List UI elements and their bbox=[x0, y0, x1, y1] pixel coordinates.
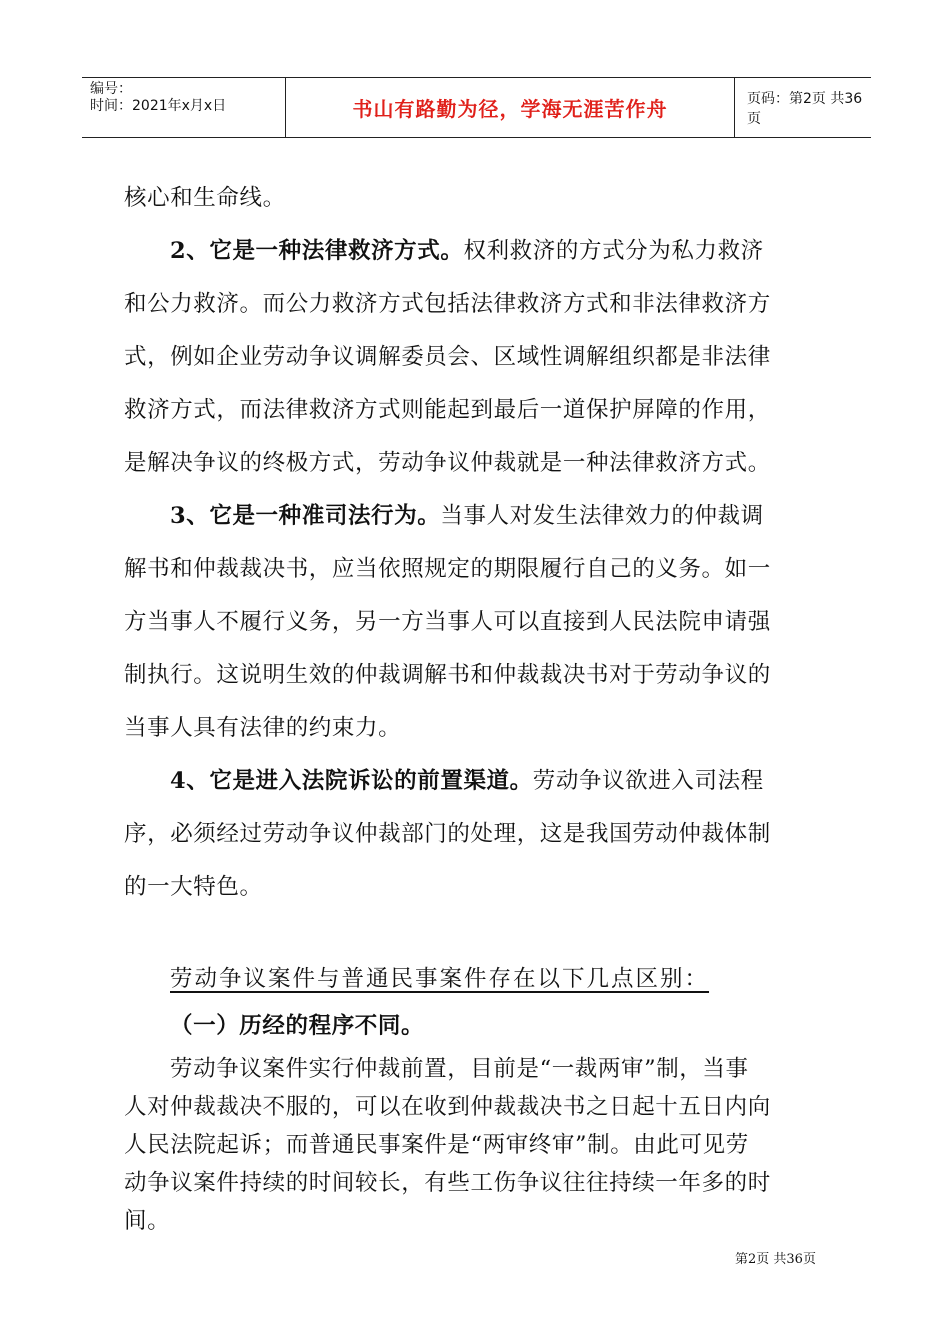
paragraph-5-line: 人对仲裁裁决不服的，可以在收到仲裁裁决书之日起十五日内向 bbox=[124, 1094, 771, 1120]
paragraph-4-line: 的一大特色。 bbox=[124, 874, 263, 900]
document-header bbox=[82, 77, 871, 138]
paragraph-4-heading: 4、它是进入法院诉讼的前置渠道。 bbox=[170, 768, 533, 794]
paragraph-5-line: 动争议案件持续的时间较长，有些工伤争议往往持续一年多的时 bbox=[124, 1170, 771, 1196]
document-body bbox=[124, 172, 829, 1240]
paragraph-4-text: 劳动争议欲进入司法程 bbox=[532, 768, 764, 794]
sub-title: （一）历经的程序不同。 bbox=[170, 1013, 425, 1039]
paragraph-3-line bbox=[124, 490, 829, 543]
section-title-text: 劳动争议案件与普通民事案件存在以下几点区别： bbox=[170, 966, 710, 992]
paragraph-4-line bbox=[124, 755, 829, 808]
paragraph-3-line: 当事人具有法律的约束力。 bbox=[124, 715, 402, 741]
paragraph-2-line: 是解决争议的终极方式，劳动争议仲裁就是一种法律救济方式。 bbox=[124, 450, 771, 476]
header-meta bbox=[82, 78, 286, 137]
paragraph-3-line: 方当事人不履行义务，另一方当事人可以直接到人民法院申请强 bbox=[124, 609, 771, 635]
paragraph-1-line: 核心和生命线。 bbox=[124, 185, 286, 211]
paragraph-3-text: 当事人对发生法律效力的仲裁调 bbox=[440, 503, 764, 529]
number-label: 编号： bbox=[90, 81, 132, 97]
paragraph-3-line: 解书和仲裁裁决书，应当依照规定的期限履行自己的义务。如一 bbox=[124, 556, 771, 582]
paragraph-3-line: 制执行。这说明生效的仲裁调解书和仲裁裁决书对于劳动争议的 bbox=[124, 662, 771, 688]
section-title bbox=[124, 956, 829, 1002]
header-page-label: 页码：第2页 共36页 bbox=[747, 90, 863, 127]
paragraph-2-line: 救济方式，而法律救济方式则能起到最后一道保护屏障的作用， bbox=[124, 397, 771, 423]
spacer bbox=[124, 914, 829, 956]
paragraph-2-line: 式，例如企业劳动争议调解委员会、区域性调解组织都是非法律 bbox=[124, 344, 771, 370]
page-footer: 第2页 共36页 bbox=[735, 1252, 816, 1267]
paragraph-2-text: 权利救济的方式分为私力救济 bbox=[463, 238, 764, 264]
paragraph-2-line bbox=[124, 225, 829, 278]
paragraph-5 bbox=[124, 1050, 829, 1240]
time-label: 时间：2021年x月x日 bbox=[90, 98, 227, 114]
header-motto: 书山有路勤为径，学海无涯苦作舟 bbox=[286, 78, 735, 137]
paragraph-5-line: 间。 bbox=[124, 1208, 171, 1234]
paragraph-2-heading: 2、它是一种法律救济方式。 bbox=[170, 238, 464, 264]
paragraph-5-line: 劳动争议案件实行仲裁前置，目前是“一裁两审”制，当事 bbox=[170, 1056, 749, 1082]
paragraph-4-line: 序，必须经过劳动争议仲裁部门的处理，这是我国劳动仲裁体制 bbox=[124, 821, 771, 847]
paragraph-3-heading: 3、它是一种准司法行为。 bbox=[170, 503, 441, 529]
paragraph-5-line: 人民法院起诉；而普通民事案件是“两审终审”制。由此可见劳 bbox=[124, 1132, 749, 1158]
paragraph-2-line: 和公力救济。而公力救济方式包括法律救济方式和非法律救济方 bbox=[124, 291, 771, 317]
